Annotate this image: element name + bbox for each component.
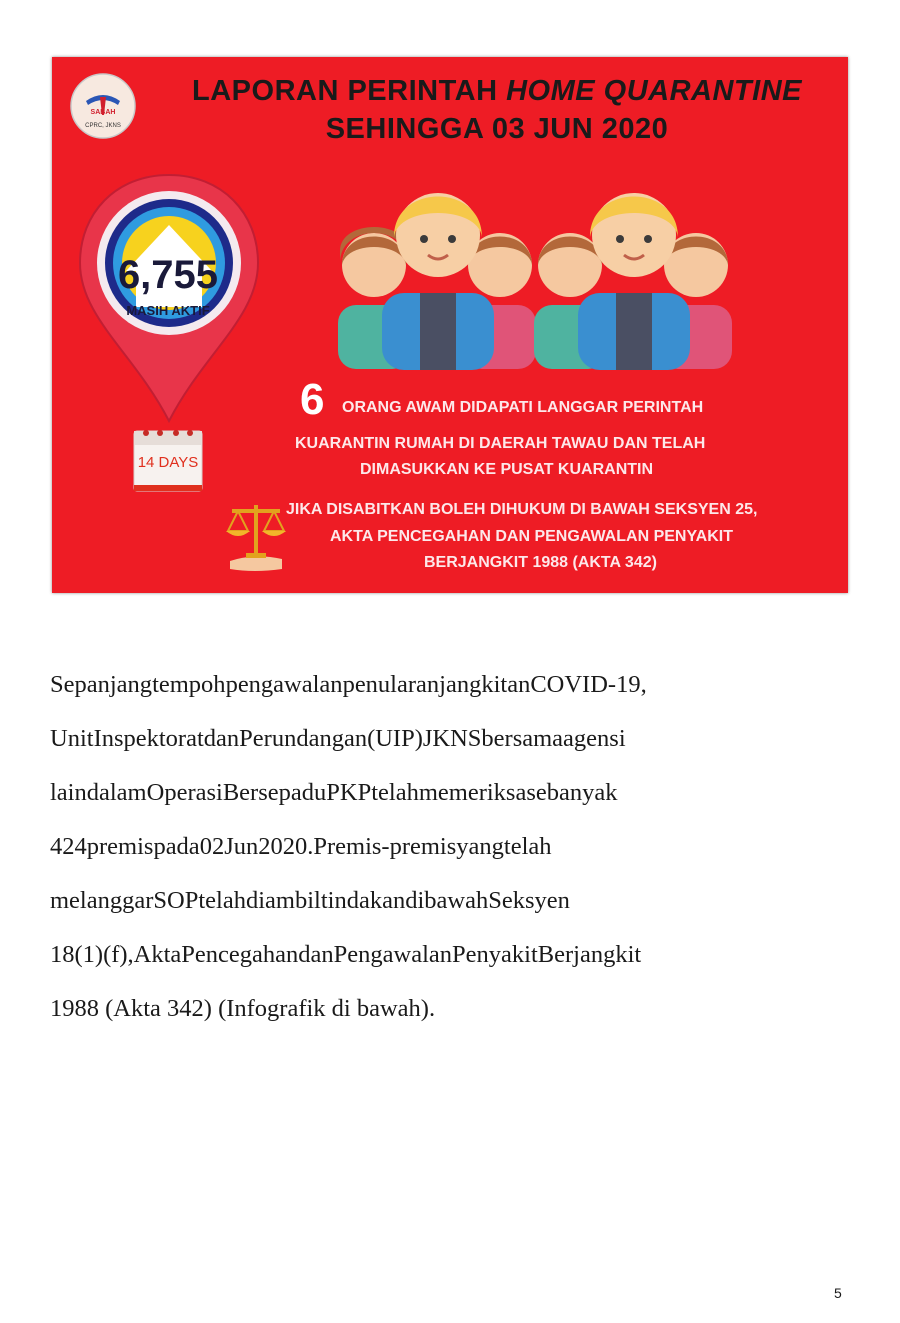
infographic-title [172,75,822,108]
word: telah [198,887,246,914]
paragraph-line [50,820,848,874]
word: Pengawalan [333,941,453,968]
word: Unit [50,725,94,752]
word: 424 [50,833,87,860]
word: Akta [133,941,182,968]
word: sebanyak [526,779,618,806]
word: 02 [199,833,225,860]
word: bawah [424,887,489,914]
word: Jun [224,833,259,860]
word: Penyakit [452,941,538,968]
word: pengawalan [225,671,343,698]
paragraph-line [50,766,848,820]
word: COVID-19, [530,671,647,698]
line-text: 1988 (Akta 342) (Infografik di bawah). [50,995,436,1022]
word: tindakan [320,887,406,914]
paragraph-line [50,874,848,928]
word: melanggar [50,887,154,914]
word: penularan [342,671,440,698]
word: JKNS [422,725,482,752]
word: telah [371,779,419,806]
paragraph-line [50,982,848,1036]
word: (UIP) [367,725,423,752]
message-line: DIMASUKKAN KE PUSAT KUARANTIN [360,461,654,478]
message-line: KUARANTIN RUMAH DI DAERAH TAWAU DAN TELAH [295,435,706,452]
word: Pencegahan [181,941,299,968]
word: SOP [153,887,199,914]
word: Premis-premis [313,833,457,860]
word: memeriksa [418,779,527,806]
penalty-line: AKTA PENCEGAHAN DAN PENGAWALAN PENYAKIT [330,528,733,545]
word: jangkitan [439,671,531,698]
word: Seksyen [488,887,570,914]
paragraph-line [50,658,848,712]
word: Sepanjang [50,671,153,698]
word: premis [86,833,154,860]
word: dalam [86,779,147,806]
active-label: MASIH AKTIF [126,303,210,318]
word: Perundangan [239,725,368,752]
svg-text:SABAH: SABAH [90,109,116,116]
word: diambil [245,887,321,914]
jkns-logo [70,71,136,141]
word: dan [298,941,334,968]
word: agensi [563,725,626,752]
word: Berjangkit [537,941,642,968]
penalty-line: JIKA DISABITKAN BOLEH DIHUKUM DI BAWAH SEKSYEN 25, [286,501,758,518]
svg-text:CPRC, JKNS: CPRC, JKNS [85,123,121,129]
word: pada [153,833,200,860]
paragraph-line [50,712,848,766]
word: Inspektorat [93,725,204,752]
word: Operasi [146,779,223,806]
word: dan [203,725,240,752]
title-part1: LAPORAN PERINTAH [192,75,507,107]
word: tempoh [152,671,226,698]
word: bersama [481,725,564,752]
word: PKP [326,779,372,806]
people-group-illustration [332,165,832,370]
message-line: ORANG AWAM DIDAPATI LANGGAR PERINTAH [342,399,704,416]
word: Bersepadu [222,779,327,806]
title-italic: HOME QUARANTINE [506,75,802,107]
word: lain [50,779,87,806]
word: di [405,887,425,914]
scales-of-justice-icon [224,499,288,573]
word: 2020. [258,833,314,860]
active-count: 6,755 [117,253,219,297]
word: telah [503,833,552,860]
violators-count: 6 [300,375,325,424]
calendar-label: 14 DAYS [137,454,199,471]
word: yang [456,833,504,860]
paragraph-line [50,928,848,982]
page-number: 5 [834,1285,842,1301]
word: 18(1)(f), [50,941,134,968]
body-paragraph [50,658,848,1036]
home-quarantine-infographic [52,57,848,593]
penalty-line: BERJANGKIT 1988 (AKTA 342) [424,554,657,571]
infographic-subtitle: SEHINGGA 03 JUN 2020 [325,113,669,145]
